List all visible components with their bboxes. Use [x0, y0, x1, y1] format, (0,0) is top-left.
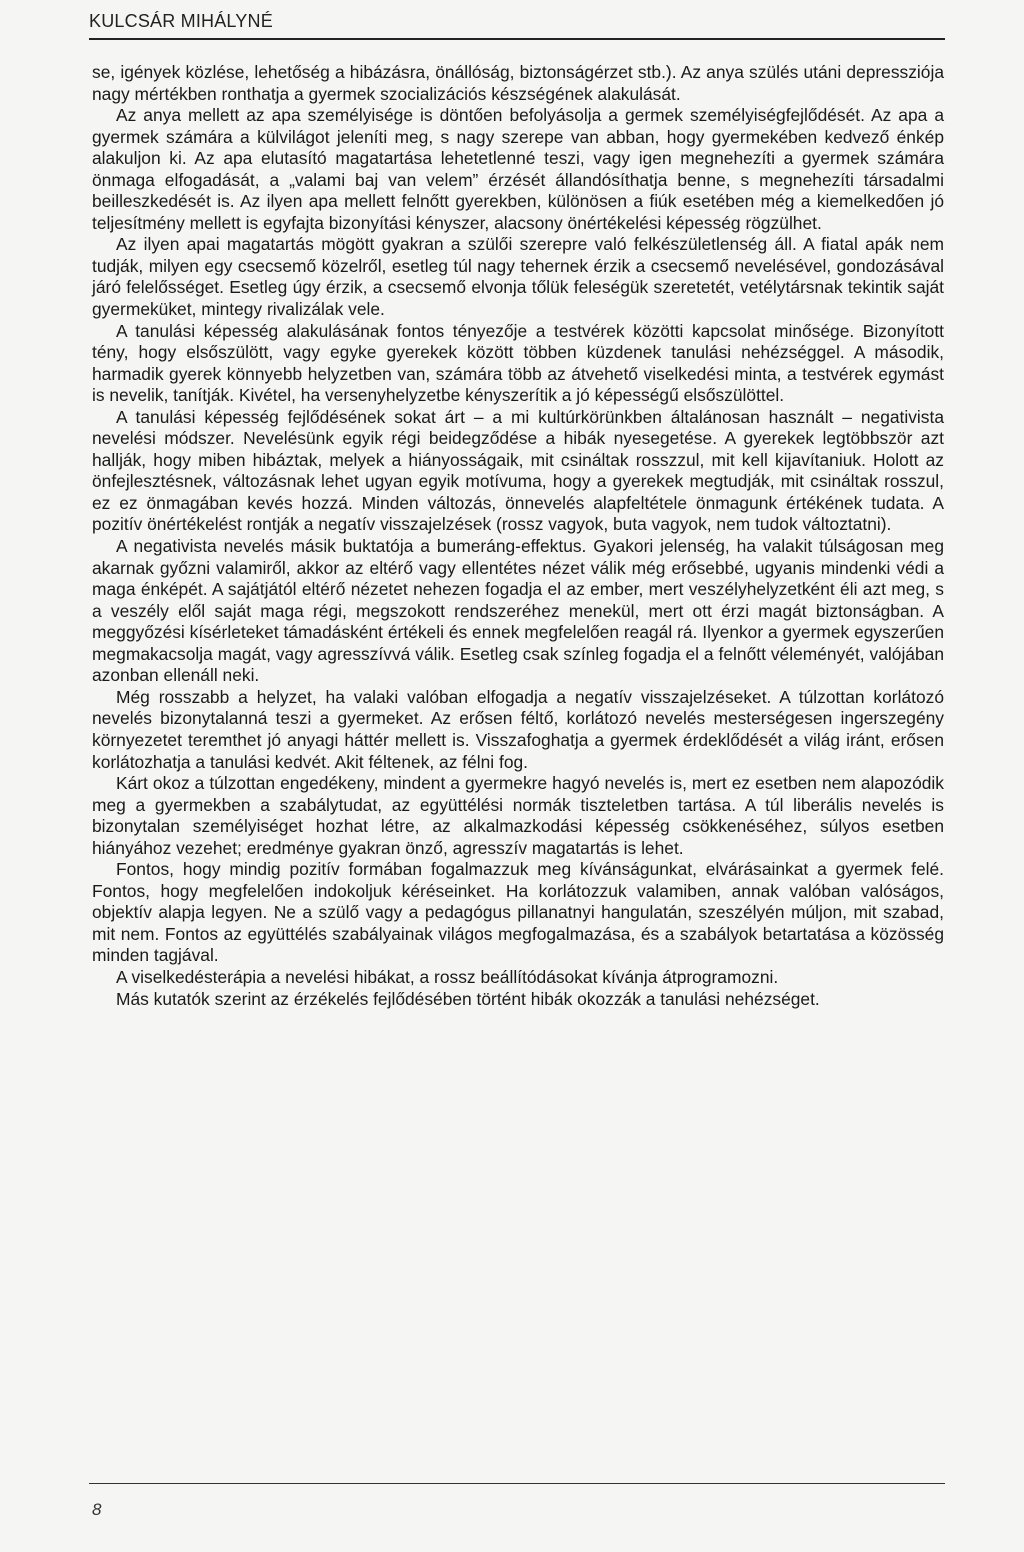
paragraph: Más kutatók szerint az érzékelés fejlődésében történt hibák okozzák a tanulási nehézséget. — [116, 988, 820, 1009]
paragraph: Kárt okoz a túlzottan engedékeny, mindent a gyermekre hagyó nevelés is, mert ez esetben nem alapozódik meg a gyermekben a szabálytudat, az együttélési normák tiszteletben tartása. A túl liberális nevelés is bizonytalan személyiséget hozhat létre, az alkalmazkodási képesség csökkenéséhez, súlyos esetben hiányához vezehet; eredménye gyakran önző, agresszív magatartás is lehet. — [92, 773, 944, 858]
header-rule — [89, 38, 945, 40]
paragraph: Fontos, hogy mindig pozitív formában fogalmazzuk meg kívánságunkat, elvárásainkat a gyermek felé. Fontos, hogy megfelelően indokoljuk kéréseinket. Ha korlátozzuk valamiben, annak valóban valóságos, objektív alapja legyen. Ne a szülő vagy a pedagógus pillanatnyi hangulatán, szeszélyén múljon, mit szabad, mit nem. Fontos az együttélés szabályainak világos megfogalmazása, és a szabályok betartatása a közösség minden tagjával. — [92, 859, 944, 966]
paragraph: A tanulási képesség alakulásának fontos tényezője a testvérek közötti kapcsolat minősége. Bizonyított tény, hogy elsőszülött, vagy egyke gyerekek között többen küzdenek tanulási nehézséggel. A második, harmadik gyerek könnyebb helyzetben van, számára több az átvehető viselkedési minta, a testvérek egymást is nevelik, tanítják. Kivétel, ha versenyhelyzetbe kényszerítik a jó képességű elsőszülöttel. — [92, 320, 944, 406]
paragraph: Az ilyen apai magatartás mögött gyakran a szülői szerepre való felkészületlenség áll. A fiatal apák nem tudják, milyen egy csecsemő közelről, esetleg túl nagy tehernek érzik a csecsemő nevelésével, gondozásával járó felelősséget. Esetleg úgy érzik, a csecsemő elvonja tőlük feleségük szeretetét, vetélytársnak tekintik saját gyermeküket, mintegy rivalizálak vele. — [92, 234, 944, 320]
paragraph: se, igények közlése, lehetőség a hibázásra, önállóság, biztonságérzet stb.). Az anya szülés utáni depressziója nagy mértékben ronthatja a gyermek szocializációs készségének alakulását. — [92, 62, 944, 104]
paragraph: A tanulási képesség fejlődésének sokat árt – a mi kultúrkörünkben általánosan használt – negativista nevelési módszer. Nevelésünk egyik régi beidegződése a hibák nyesegetése. A gyerekek legtöbbször azt hallják, hogy miben hibáztak, melyek a hiányosságaik, mit csináltak rosszzul, mit kell kijavítaniuk. Holott az önfejlesztésnek, változásnak lehet ugyan egyik motívuma, hogy a gyerekek megtudják, mit csináltak rosszul, ez ez önmagában kevés hozzá. Minden változás, önnevelés alapfeltétele önmagunk értékének tudata. A pozitív önértékelést rontják a negatív visszajelzések (rossz vagyok, buta vagyok, nem tudok változtatni). — [92, 406, 944, 535]
paragraph: Az anya mellett az apa személyisége is döntően befolyásolja a germek személyiségfejlődését. Az apa a gyermek számára a külvilágot jeleníti meg, s nagy szerepe van abban, hogy gyermekében kedvező énkép alakuljon ki. Az apa elutasító magatartása lehetetlenné teszi, vagy igen megnehezíti a gyermek számára önmaga elfogadását, a „valami baj van velem” érzését állandósíthatja benne, s megnehezíti társadalmi beilleszkedését is. Az ilyen apa mellett felnőtt gyerekben, különösen a fiúk esetében még a kiemelkedően jó teljesítmény mellett is egyfajta bizonyítási kényszer, alacsony önértékelési képesség rögzülhet. — [92, 105, 944, 233]
footer-rule — [89, 1483, 945, 1484]
paragraph: A negativista nevelés másik buktatója a bumeráng-effektus. Gyakori jelenség, ha valakit túlságosan meg akarnak győzni valamiről, akkor az eltérő vagy ellentétes nézet válik még erősebbé, ugyanis mindenki védi a maga énképét. A sajátjától eltérő nézetet nehezen fogadja el az ember, mert veszélyhelyzetként éli azt meg, s a veszély elől saját maga régi, megszokott rendszeréhez menekül, mert ott érzi magát biztonságban. A meggyőzési kísérleteket támadásként értékeli és ennek megfelelően reagál rá. Ilyenkor a gyermek egyszerűen megmakacsolja magát, vagy agresszívvá válik. Esetleg csak színleg fogadja el a felnőtt véleményét, valójában azonban ellenáll neki. — [92, 536, 944, 686]
paragraph: Még rosszabb a helyzet, ha valaki valóban elfogadja a negatív visszajelzéseket. A túlzottan korlátozó nevelés bizonytalanná teszi a gyermeket. Az erősen féltő, korlátozó nevelés mesterségesen ingerszegény környezetet teremthet jó anyagi háttér mellett is. Visszafoghatja a gyermek érdeklődését a világ iránt, erősen korlátozhatja a tanulási kedvét. Akit féltenek, az félni fog. — [92, 686, 944, 772]
running-head: KULCSÁR MIHÁLYNÉ — [89, 11, 273, 31]
paragraph: A viselkedésterápia a nevelési hibákat, a rossz beállítódásokat kívánja átprogramozni. — [116, 966, 779, 987]
body-text — [92, 62, 944, 1010]
page-number: 8 — [92, 1500, 102, 1519]
